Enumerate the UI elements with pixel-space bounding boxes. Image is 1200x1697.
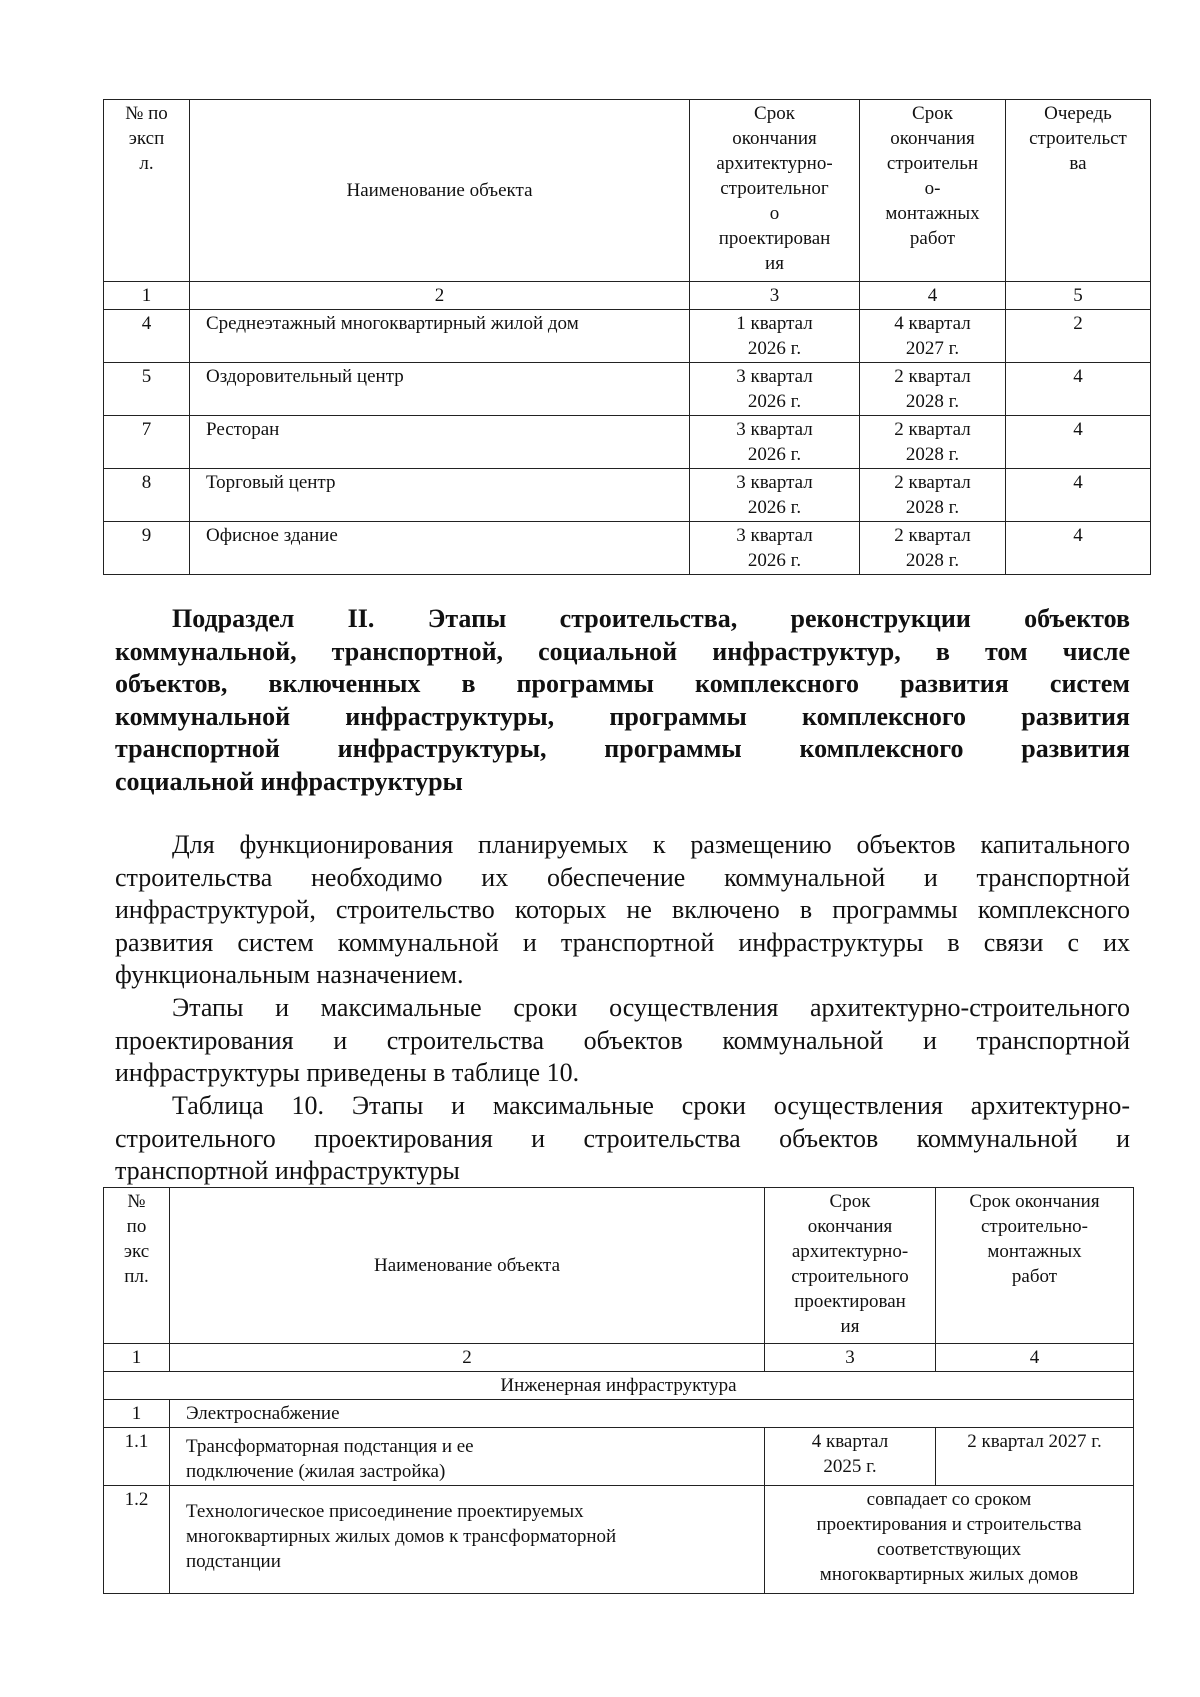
- table-row: [104, 522, 1151, 575]
- row-number: 1.2: [104, 1486, 170, 1594]
- row-number: 1.1: [104, 1428, 170, 1486]
- header-design-deadline: Срок окончания архитектурно- строительног о проектирован ия: [690, 100, 860, 282]
- header-object-name: Наименование объекта: [170, 1188, 765, 1344]
- col-number: 5: [1006, 282, 1151, 310]
- table-row: [104, 363, 1151, 416]
- col-number: 2: [190, 282, 690, 310]
- col-number: 2: [170, 1344, 765, 1372]
- group-row: [104, 1400, 1134, 1428]
- row-design-deadline: 1 квартал 2026 г.: [690, 310, 860, 363]
- row-object-name: Среднеэтажный многоквартирный жилой дом: [190, 310, 690, 363]
- row-object-name: Технологическое присоединение проектируемых многоквартирных жилых домов к трансформаторной подстанции: [170, 1486, 765, 1594]
- row-stage: 4: [1006, 469, 1151, 522]
- row-design-deadline: 3 квартал 2026 г.: [690, 416, 860, 469]
- body-paragraph: Этапы и максимальные сроки осуществления архитектурно-строительного проектирования и строительства объектов коммунальной и транспортной инфраструктуры приведены в таблице 10.: [115, 993, 1130, 1088]
- header-exp-number: № по эксп л.: [104, 100, 190, 282]
- row-design-deadline: 3 квартал 2026 г.: [690, 363, 860, 416]
- column-numbering-row: [104, 1344, 1134, 1372]
- row-construction-deadline: 2 квартал 2027 г.: [936, 1428, 1134, 1486]
- group-name: Электроснабжение: [170, 1400, 1134, 1428]
- body-paragraph: Для функционирования планируемых к размещению объектов капитального строительства необходимо их обеспечение коммунальной и транспортной инфраструктурой, строительство которых не включено в программы комплексного развития систем коммунальной и транспортной инфраструктуры в связи с их функциональным назначением.: [115, 830, 1130, 990]
- header-construction-deadline: Срок окончания строительно- монтажных работ: [936, 1188, 1134, 1344]
- header-construction-stage: Очередь строительст ва: [1006, 100, 1151, 282]
- col-number: 4: [860, 282, 1006, 310]
- row-design-deadline: 3 квартал 2026 г.: [690, 522, 860, 575]
- column-numbering-row: [104, 282, 1151, 310]
- table-header-row: [104, 1188, 1134, 1344]
- col-number: 1: [104, 282, 190, 310]
- col-number: 1: [104, 1344, 170, 1372]
- header-object-name: Наименование объекта: [190, 100, 690, 282]
- section-title: Инженерная инфраструктура: [104, 1372, 1134, 1400]
- objects-table: [103, 99, 1151, 575]
- section-heading: Подраздел II. Этапы строительства, реконструкции объектов коммунальной, транспортной, социальной инфраструктур, в том числе объектов, включенных в программы комплексного развития систем коммунальной инфраструктуры, программы комплексного развития транспортной инфраструктуры, программы комплексного развития социальной инфраструктуры: [115, 604, 1130, 796]
- header-construction-deadline: Срок окончания строительн о- монтажных работ: [860, 100, 1006, 282]
- row-object-name: Торговый центр: [190, 469, 690, 522]
- table-header-row: [104, 100, 1151, 282]
- row-construction-deadline: 2 квартал 2028 г.: [860, 522, 1006, 575]
- row-object-name: Трансформаторная подстанция и ее подключение (жилая застройка): [170, 1428, 765, 1486]
- table-caption: Таблица 10. Этапы и максимальные сроки осуществления архитектурно- строительного проектирования и строительства объектов коммунальной и транспортной инфраструктуры: [115, 1091, 1130, 1186]
- row-number: 4: [104, 310, 190, 363]
- row-construction-deadline: 2 квартал 2028 г.: [860, 363, 1006, 416]
- row-merged-deadline: совпадает со сроком проектирования и строительства соответствующих многоквартирных жилых домов: [765, 1486, 1134, 1594]
- row-construction-deadline: 4 квартал 2027 г.: [860, 310, 1006, 363]
- row-stage: 2: [1006, 310, 1151, 363]
- row-stage: 4: [1006, 416, 1151, 469]
- row-number: 9: [104, 522, 190, 575]
- table-row: [104, 469, 1151, 522]
- row-design-deadline: 4 квартал 2025 г.: [765, 1428, 936, 1486]
- row-stage: 4: [1006, 363, 1151, 416]
- row-object-name: Ресторан: [190, 416, 690, 469]
- infrastructure-table: [103, 1187, 1134, 1594]
- row-construction-deadline: 2 квартал 2028 г.: [860, 469, 1006, 522]
- row-number: 5: [104, 363, 190, 416]
- col-number: 3: [765, 1344, 936, 1372]
- col-number: 3: [690, 282, 860, 310]
- row-number: 8: [104, 469, 190, 522]
- table-row: [104, 1428, 1134, 1486]
- row-number: 7: [104, 416, 190, 469]
- row-object-name: Оздоровительный центр: [190, 363, 690, 416]
- table-row: [104, 416, 1151, 469]
- group-number: 1: [104, 1400, 170, 1428]
- section-row: [104, 1372, 1134, 1400]
- header-exp-number: № по экс пл.: [104, 1188, 170, 1344]
- row-stage: 4: [1006, 522, 1151, 575]
- header-design-deadline: Срок окончания архитектурно- строительного проектирован ия: [765, 1188, 936, 1344]
- table-row: [104, 1486, 1134, 1594]
- row-construction-deadline: 2 квартал 2028 г.: [860, 416, 1006, 469]
- table-row: [104, 310, 1151, 363]
- row-object-name: Офисное здание: [190, 522, 690, 575]
- row-design-deadline: 3 квартал 2026 г.: [690, 469, 860, 522]
- col-number: 4: [936, 1344, 1134, 1372]
